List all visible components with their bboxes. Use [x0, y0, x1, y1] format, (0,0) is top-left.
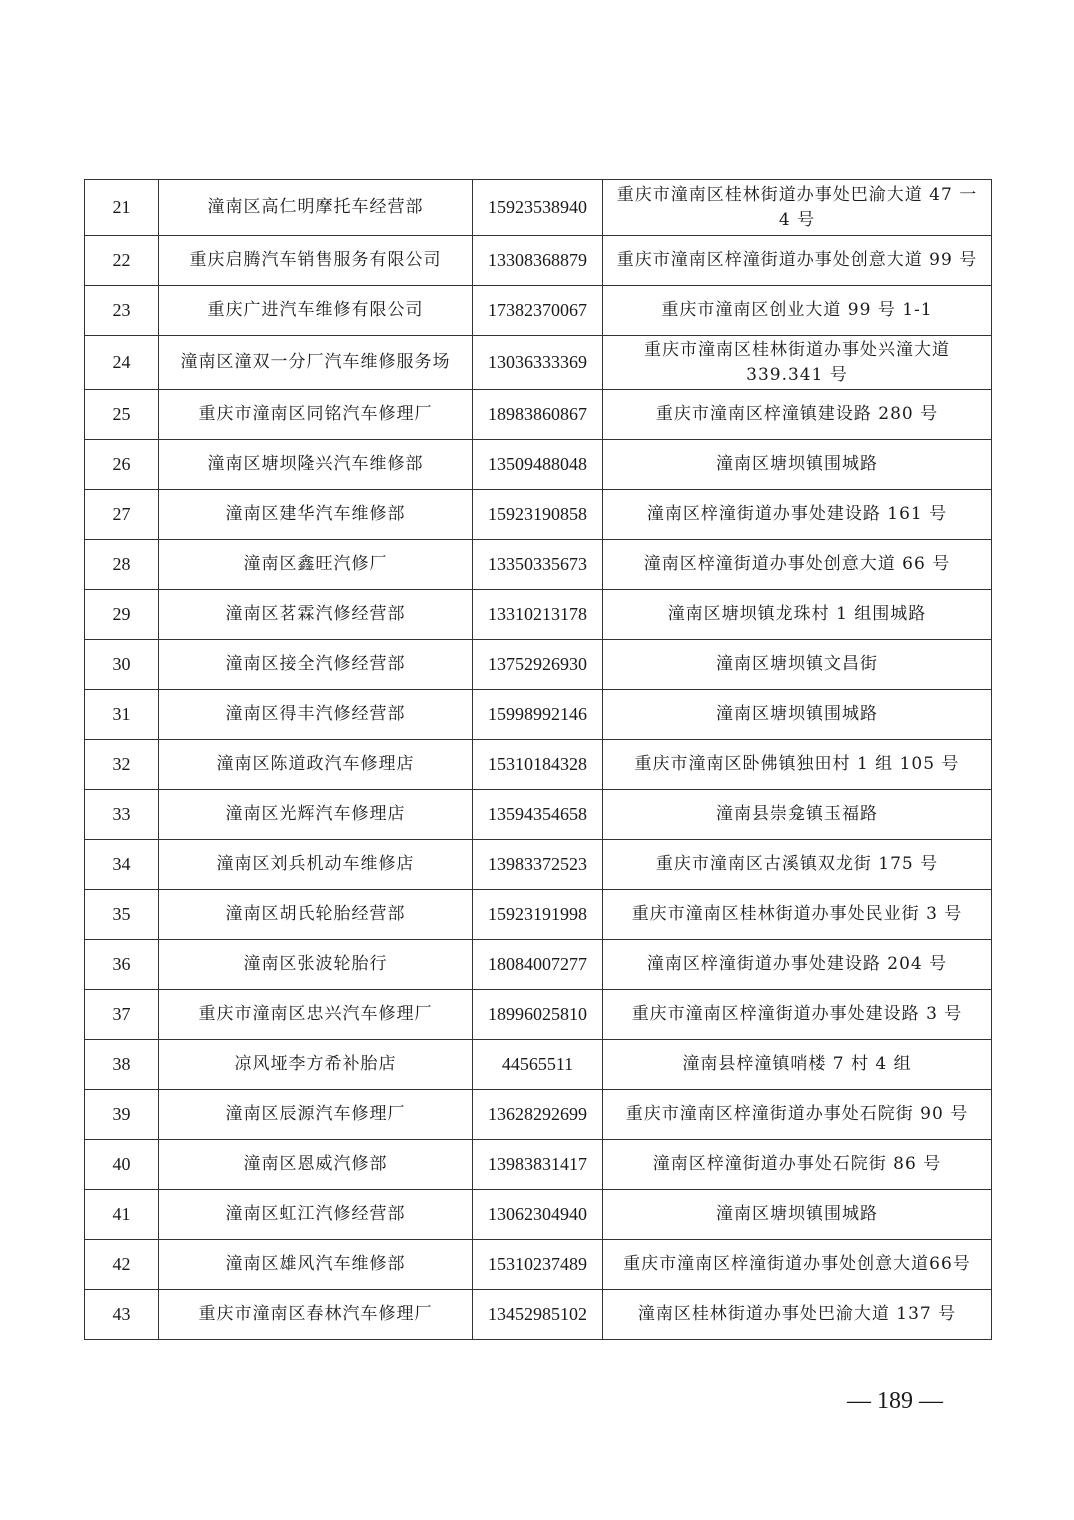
page-number: — 189 —	[847, 1388, 943, 1414]
shop-address: 潼南区塘坝镇龙珠村 1 组围城路	[603, 590, 992, 640]
row-index: 29	[85, 590, 159, 640]
table-row	[85, 286, 992, 336]
row-index: 39	[85, 1090, 159, 1140]
shop-address: 潼南区塘坝镇围城路	[603, 690, 992, 740]
table-row	[85, 990, 992, 1040]
table-row	[85, 690, 992, 740]
shop-address: 重庆市潼南区梓潼镇建设路 280 号	[603, 390, 992, 440]
shop-name: 潼南区刘兵机动车维修店	[159, 840, 473, 890]
table-row	[85, 1290, 992, 1340]
shop-address: 重庆市潼南区梓潼街道办事处创意大道 99 号	[603, 236, 992, 286]
shop-name: 重庆启腾汽车销售服务有限公司	[159, 236, 473, 286]
row-index: 24	[85, 336, 159, 390]
table-row	[85, 590, 992, 640]
shop-name: 潼南区茗霖汽修经营部	[159, 590, 473, 640]
phone-number: 13983831417	[473, 1140, 603, 1190]
shop-address: 重庆市潼南区梓潼街道办事处创意大道66号	[603, 1240, 992, 1290]
shop-name: 重庆市潼南区忠兴汽车修理厂	[159, 990, 473, 1040]
table-row	[85, 180, 992, 236]
repair-shop-table	[84, 179, 992, 1340]
phone-number: 18983860867	[473, 390, 603, 440]
row-index: 31	[85, 690, 159, 740]
shop-name: 重庆广进汽车维修有限公司	[159, 286, 473, 336]
shop-address: 重庆市潼南区梓潼街道办事处石院街 90 号	[603, 1090, 992, 1140]
shop-address: 潼南区桂林街道办事处巴渝大道 137 号	[603, 1290, 992, 1340]
row-index: 35	[85, 890, 159, 940]
table-row	[85, 440, 992, 490]
shop-name: 潼南区建华汽车维修部	[159, 490, 473, 540]
shop-name: 凉风垭李方希补胎店	[159, 1040, 473, 1090]
shop-address: 重庆市潼南区创业大道 99 号 1-1	[603, 286, 992, 336]
shop-address: 潼南区塘坝镇围城路	[603, 1190, 992, 1240]
shop-name: 潼南区雄风汽车维修部	[159, 1240, 473, 1290]
shop-name: 潼南区辰源汽车修理厂	[159, 1090, 473, 1140]
row-index: 33	[85, 790, 159, 840]
table-row	[85, 1090, 992, 1140]
phone-number: 15310237489	[473, 1240, 603, 1290]
row-index: 21	[85, 180, 159, 236]
shop-name: 潼南区塘坝隆兴汽车维修部	[159, 440, 473, 490]
phone-number: 13452985102	[473, 1290, 603, 1340]
shop-address: 潼南区塘坝镇文昌街	[603, 640, 992, 690]
table-row	[85, 790, 992, 840]
row-index: 30	[85, 640, 159, 690]
table-row	[85, 1040, 992, 1090]
row-index: 32	[85, 740, 159, 790]
phone-number: 15923190858	[473, 490, 603, 540]
row-index: 38	[85, 1040, 159, 1090]
shop-name: 重庆市潼南区同铭汽车修理厂	[159, 390, 473, 440]
shop-address: 潼南区梓潼街道办事处建设路 161 号	[603, 490, 992, 540]
table-row	[85, 640, 992, 690]
shop-address: 潼南区梓潼街道办事处石院街 86 号	[603, 1140, 992, 1190]
shop-name: 潼南区得丰汽修经营部	[159, 690, 473, 740]
table-row	[85, 336, 992, 390]
shop-name: 潼南区接全汽修经营部	[159, 640, 473, 690]
row-index: 25	[85, 390, 159, 440]
shop-address: 重庆市潼南区桂林街道办事处兴潼大道 339.341 号	[603, 336, 992, 390]
phone-number: 13628292699	[473, 1090, 603, 1140]
shop-address: 重庆市潼南区梓潼街道办事处建设路 3 号	[603, 990, 992, 1040]
phone-number: 13036333369	[473, 336, 603, 390]
phone-number: 15998992146	[473, 690, 603, 740]
row-index: 43	[85, 1290, 159, 1340]
table-row	[85, 1190, 992, 1240]
phone-number: 13509488048	[473, 440, 603, 490]
table-row	[85, 740, 992, 790]
row-index: 26	[85, 440, 159, 490]
shop-name: 潼南区陈道政汽车修理店	[159, 740, 473, 790]
shop-name: 潼南区潼双一分厂汽车维修服务场	[159, 336, 473, 390]
table-row	[85, 1240, 992, 1290]
phone-number: 13062304940	[473, 1190, 603, 1240]
table-row	[85, 236, 992, 286]
row-index: 27	[85, 490, 159, 540]
shop-name: 重庆市潼南区春林汽车修理厂	[159, 1290, 473, 1340]
row-index: 22	[85, 236, 159, 286]
row-index: 34	[85, 840, 159, 890]
row-index: 28	[85, 540, 159, 590]
phone-number: 17382370067	[473, 286, 603, 336]
table-row	[85, 540, 992, 590]
table-row	[85, 1140, 992, 1190]
phone-number: 15923191998	[473, 890, 603, 940]
row-index: 42	[85, 1240, 159, 1290]
shop-address: 潼南区塘坝镇围城路	[603, 440, 992, 490]
shop-address: 重庆市潼南区古溪镇双龙街 175 号	[603, 840, 992, 890]
phone-number: 13310213178	[473, 590, 603, 640]
table-row	[85, 390, 992, 440]
shop-address: 潼南区梓潼街道办事处建设路 204 号	[603, 940, 992, 990]
table-row	[85, 940, 992, 990]
row-index: 36	[85, 940, 159, 990]
phone-number: 13983372523	[473, 840, 603, 890]
shop-name: 潼南区恩威汽修部	[159, 1140, 473, 1190]
shop-name: 潼南区虹江汽修经营部	[159, 1190, 473, 1240]
phone-number: 13752926930	[473, 640, 603, 690]
shop-address: 潼南区梓潼街道办事处创意大道 66 号	[603, 540, 992, 590]
phone-number: 18084007277	[473, 940, 603, 990]
table-row	[85, 490, 992, 540]
table-row	[85, 890, 992, 940]
shop-address: 重庆市潼南区卧佛镇独田村 1 组 105 号	[603, 740, 992, 790]
shop-address: 潼南县梓潼镇哨楼 7 村 4 组	[603, 1040, 992, 1090]
phone-number: 15923538940	[473, 180, 603, 236]
row-index: 40	[85, 1140, 159, 1190]
row-index: 37	[85, 990, 159, 1040]
shop-address: 重庆市潼南区桂林街道办事处巴渝大道 47 一 4 号	[603, 180, 992, 236]
row-index: 23	[85, 286, 159, 336]
phone-number: 13308368879	[473, 236, 603, 286]
phone-number: 13350335673	[473, 540, 603, 590]
table-body	[85, 180, 992, 1340]
phone-number: 15310184328	[473, 740, 603, 790]
shop-name: 潼南区光辉汽车修理店	[159, 790, 473, 840]
shop-name: 潼南区高仁明摩托车经营部	[159, 180, 473, 236]
table-row	[85, 840, 992, 890]
row-index: 41	[85, 1190, 159, 1240]
shop-name: 潼南区胡氏轮胎经营部	[159, 890, 473, 940]
phone-number: 44565511	[473, 1040, 603, 1090]
phone-number: 13594354658	[473, 790, 603, 840]
shop-name: 潼南区张波轮胎行	[159, 940, 473, 990]
phone-number: 18996025810	[473, 990, 603, 1040]
shop-address: 重庆市潼南区桂林街道办事处民业街 3 号	[603, 890, 992, 940]
shop-address: 潼南县崇龛镇玉福路	[603, 790, 992, 840]
shop-name: 潼南区鑫旺汽修厂	[159, 540, 473, 590]
